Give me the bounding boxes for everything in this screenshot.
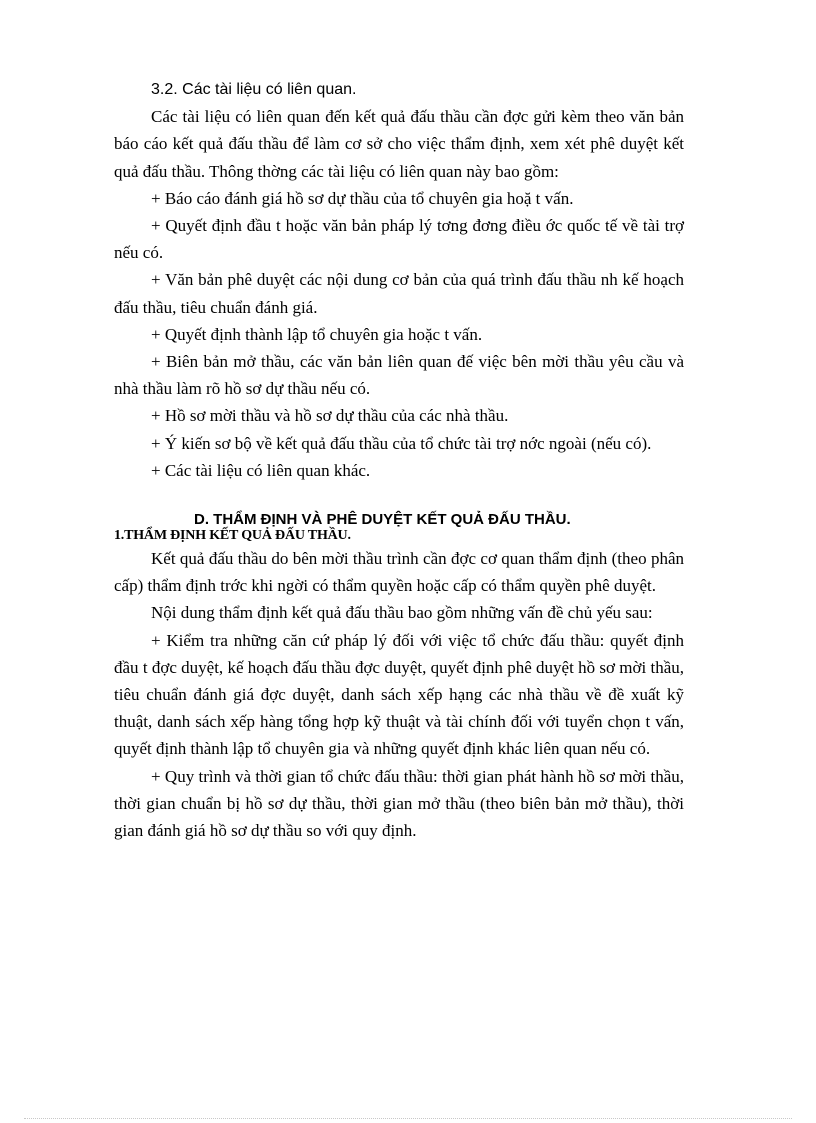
- section-d-subheading: 1.THẨM ĐỊNH KẾT QUẢ ĐẤU THẦU.: [114, 528, 351, 544]
- section-spacer: [114, 484, 684, 511]
- list-item: + Hồ sơ mời thầu và hồ sơ dự thầu của các nhà thầu.: [151, 406, 509, 426]
- list-item: + Ý kiến sơ bộ về kết quả đấu thầu của tổ chức tài trợ nớc ngoài (nếu có).: [151, 433, 652, 453]
- list-item: + Biên bản mở thầu, các văn bản liên quan đế việc bên mời thầu yêu cầu và nhà thầu làm rõ hồ sơ dự thầu nếu có.: [114, 352, 684, 399]
- list-item: + Quyết định thành lập tổ chuyên gia hoặc t vấn.: [151, 324, 483, 344]
- list-item: + Quyết định đầu t hoặc văn bản pháp lý tơng đơng điều ớc quốc tế về tài trợ nếu có.: [114, 216, 684, 263]
- list-item: + Báo cáo đánh giá hồ sơ dự thầu của tổ chuyên gia hoặ t vấn.: [151, 188, 574, 208]
- section-3-2-intro: Các tài liệu có liên quan đến kết quả đấu thầu cần đợc gửi kèm theo văn bản báo cáo kết quả đấu thầu để làm cơ sở cho việc thẩm định, xem xét phê duyệt kết quả đấu thầu. Thông thờng các tài liệu có liên quan này bao gồm:: [114, 107, 684, 181]
- list-item: + Kiểm tra những căn cứ pháp lý đối với việc tổ chức đấu thầu: quyết định đầu t đợc duyệt, kế hoạch đấu thầu đợc duyệt, quyết định phê duyệt hồ sơ mời thầu, tiêu chuẩn đánh giá đợc duyệt, danh sách xếp hạng các nhà thầu về đề xuất kỹ thuật, danh sách xếp hàng tổng hợp kỹ thuật và tài chính đối với tuyển chọn t vấn, quyết định thành lập tổ chuyên gia và những quyết định khác liên quan nếu có.: [114, 630, 684, 759]
- section-3-2-heading: 3.2. Các tài liệu có liên quan.: [151, 81, 357, 98]
- section-d-heading: D. THẨM ĐỊNH VÀ PHÊ DUYỆT KẾT QUẢ ĐẤU THẦU.: [194, 511, 571, 529]
- page-bottom-rule: [24, 1118, 792, 1119]
- section-d-paragraph-1: Kết quả đấu thầu do bên mời thầu trình cần đợc cơ quan thẩm định (theo phân cấp) thẩm định trớc khi ngời có thẩm quyền hoặc cấp có thẩm quyền phê duyệt.: [114, 549, 684, 596]
- list-item: + Các tài liệu có liên quan khác.: [151, 460, 371, 480]
- document-body: [114, 76, 684, 844]
- list-item: + Quy trình và thời gian tổ chức đấu thầu: thời gian phát hành hồ sơ mời thầu, thời gian chuẩn bị hồ sơ dự thầu, thời gian mở thầu (theo biên bản mở thầu), thời gian đánh giá hồ sơ dự thầu so với quy định.: [114, 766, 684, 841]
- section-d-paragraph-2: Nội dung thẩm định kết quả đấu thầu bao gồm những vấn đề chủ yếu sau:: [151, 603, 653, 623]
- list-item: + Văn bản phê duyệt các nội dung cơ bản của quá trình đấu thầu nh kế hoạch đấu thầu, tiêu chuẩn đánh giá.: [114, 270, 684, 317]
